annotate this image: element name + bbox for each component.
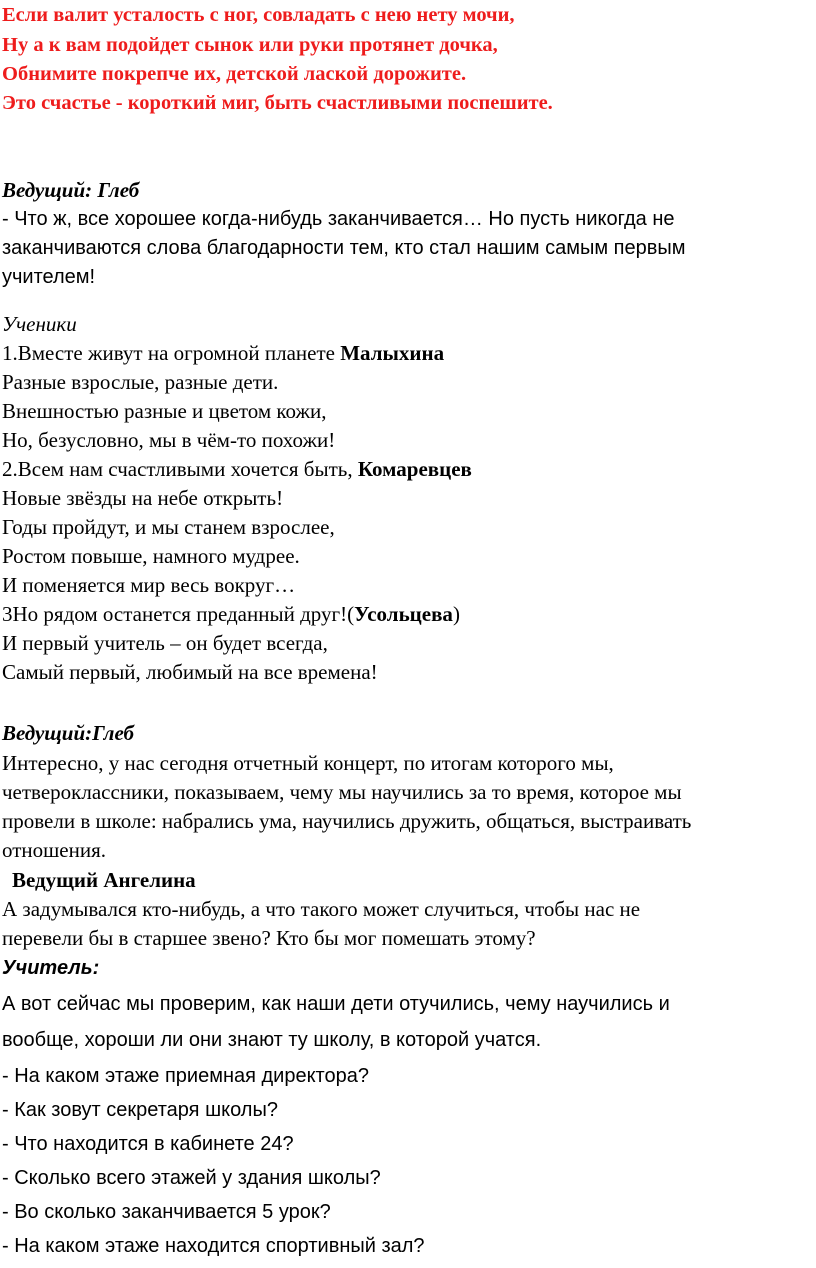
paragraph-line: провели в школе: набрались ума, научились дружить, общаться, выстраивать bbox=[2, 809, 692, 833]
question-item: - Как зовут секретаря школы? bbox=[2, 1099, 278, 1121]
paragraph-line: перевели бы в старшее звено? Кто бы мог помешать этому? bbox=[2, 926, 536, 950]
verse-line: Годы пройдут, и мы станем взрослее, bbox=[2, 515, 335, 539]
paragraph-line: заканчиваются слова благодарности тем, кто стал нашим самым первым bbox=[2, 237, 686, 259]
verse-line: Новые звёзды на небе открыть! bbox=[2, 486, 284, 510]
poem-line: Это счастье - короткий миг, быть счастливыми поспешите. bbox=[2, 92, 553, 114]
question-item: - На каком этаже приемная директора? bbox=[2, 1065, 369, 1087]
verse-line: Но, безусловно, мы в чём-то похожи! bbox=[2, 428, 336, 452]
question-item: - Во сколько заканчивается 5 урок? bbox=[2, 1201, 331, 1223]
paragraph-line: отношения. bbox=[2, 838, 107, 862]
speaker-heading: Ведущий:Глеб bbox=[2, 721, 134, 745]
student-name: Усольцева bbox=[354, 602, 453, 626]
poem-line: Обнимите покрепче их, детской лаской дорожите. bbox=[2, 63, 467, 85]
verse-line: Разные взрослые, разные дети. bbox=[2, 370, 279, 394]
verse-line: 3Но рядом останется преданный друг!(Усольцева) bbox=[2, 602, 460, 626]
verse-line: Внешностью разные и цветом кожи, bbox=[2, 399, 327, 423]
paragraph-line: вообще, хороши ли они знают ту школу, в которой учатся. bbox=[2, 1029, 542, 1051]
paragraph-line: А вот сейчас мы проверим, как наши дети отучились, чему научились и bbox=[2, 993, 670, 1015]
verse-line: 1.Вместе живут на огромной планете Малыхина bbox=[2, 341, 445, 365]
verse-line: И поменяется мир весь вокруг… bbox=[2, 573, 296, 597]
paragraph-line: - Что ж, все хорошее когда-нибудь заканчивается… Но пусть никогда не bbox=[2, 208, 675, 230]
verse-line: Самый первый, любимый на все времена! bbox=[2, 660, 378, 684]
speaker-heading: Ведущий: Глеб bbox=[2, 178, 140, 202]
speaker-heading: Ведущий Ангелина bbox=[12, 868, 196, 892]
question-item: - На каком этаже находится спортивный зал? bbox=[2, 1235, 425, 1257]
question-item: - Что находится в кабинете 24? bbox=[2, 1133, 294, 1155]
paragraph-line: учителем! bbox=[2, 266, 96, 288]
verse-line: 2.Всем нам счастливыми хочется быть, Комаревцев bbox=[2, 457, 472, 481]
poem-line: Ну а к вам подойдет сынок или руки протянет дочка, bbox=[2, 34, 498, 56]
poem-line: Если валит усталость с ног, совладать с нею нету мочи, bbox=[2, 4, 515, 26]
paragraph-line: четвероклассники, показываем, чему мы научились за то время, которое мы bbox=[2, 780, 682, 804]
students-heading: Ученики bbox=[2, 312, 77, 336]
question-item: - Сколько всего этажей у здания школы? bbox=[2, 1167, 381, 1189]
speaker-heading: Учитель: bbox=[2, 957, 100, 979]
verse-line: И первый учитель – он будет всегда, bbox=[2, 631, 328, 655]
verse-line: Ростом повыше, намного мудрее. bbox=[2, 544, 300, 568]
student-name: Малыхина bbox=[340, 341, 445, 365]
paragraph-line: А задумывался кто-нибудь, а что такого может случиться, чтобы нас не bbox=[2, 897, 641, 921]
student-name: Комаревцев bbox=[357, 457, 472, 481]
paragraph-line: Интересно, у нас сегодня отчетный концерт, по итогам которого мы, bbox=[2, 751, 614, 775]
